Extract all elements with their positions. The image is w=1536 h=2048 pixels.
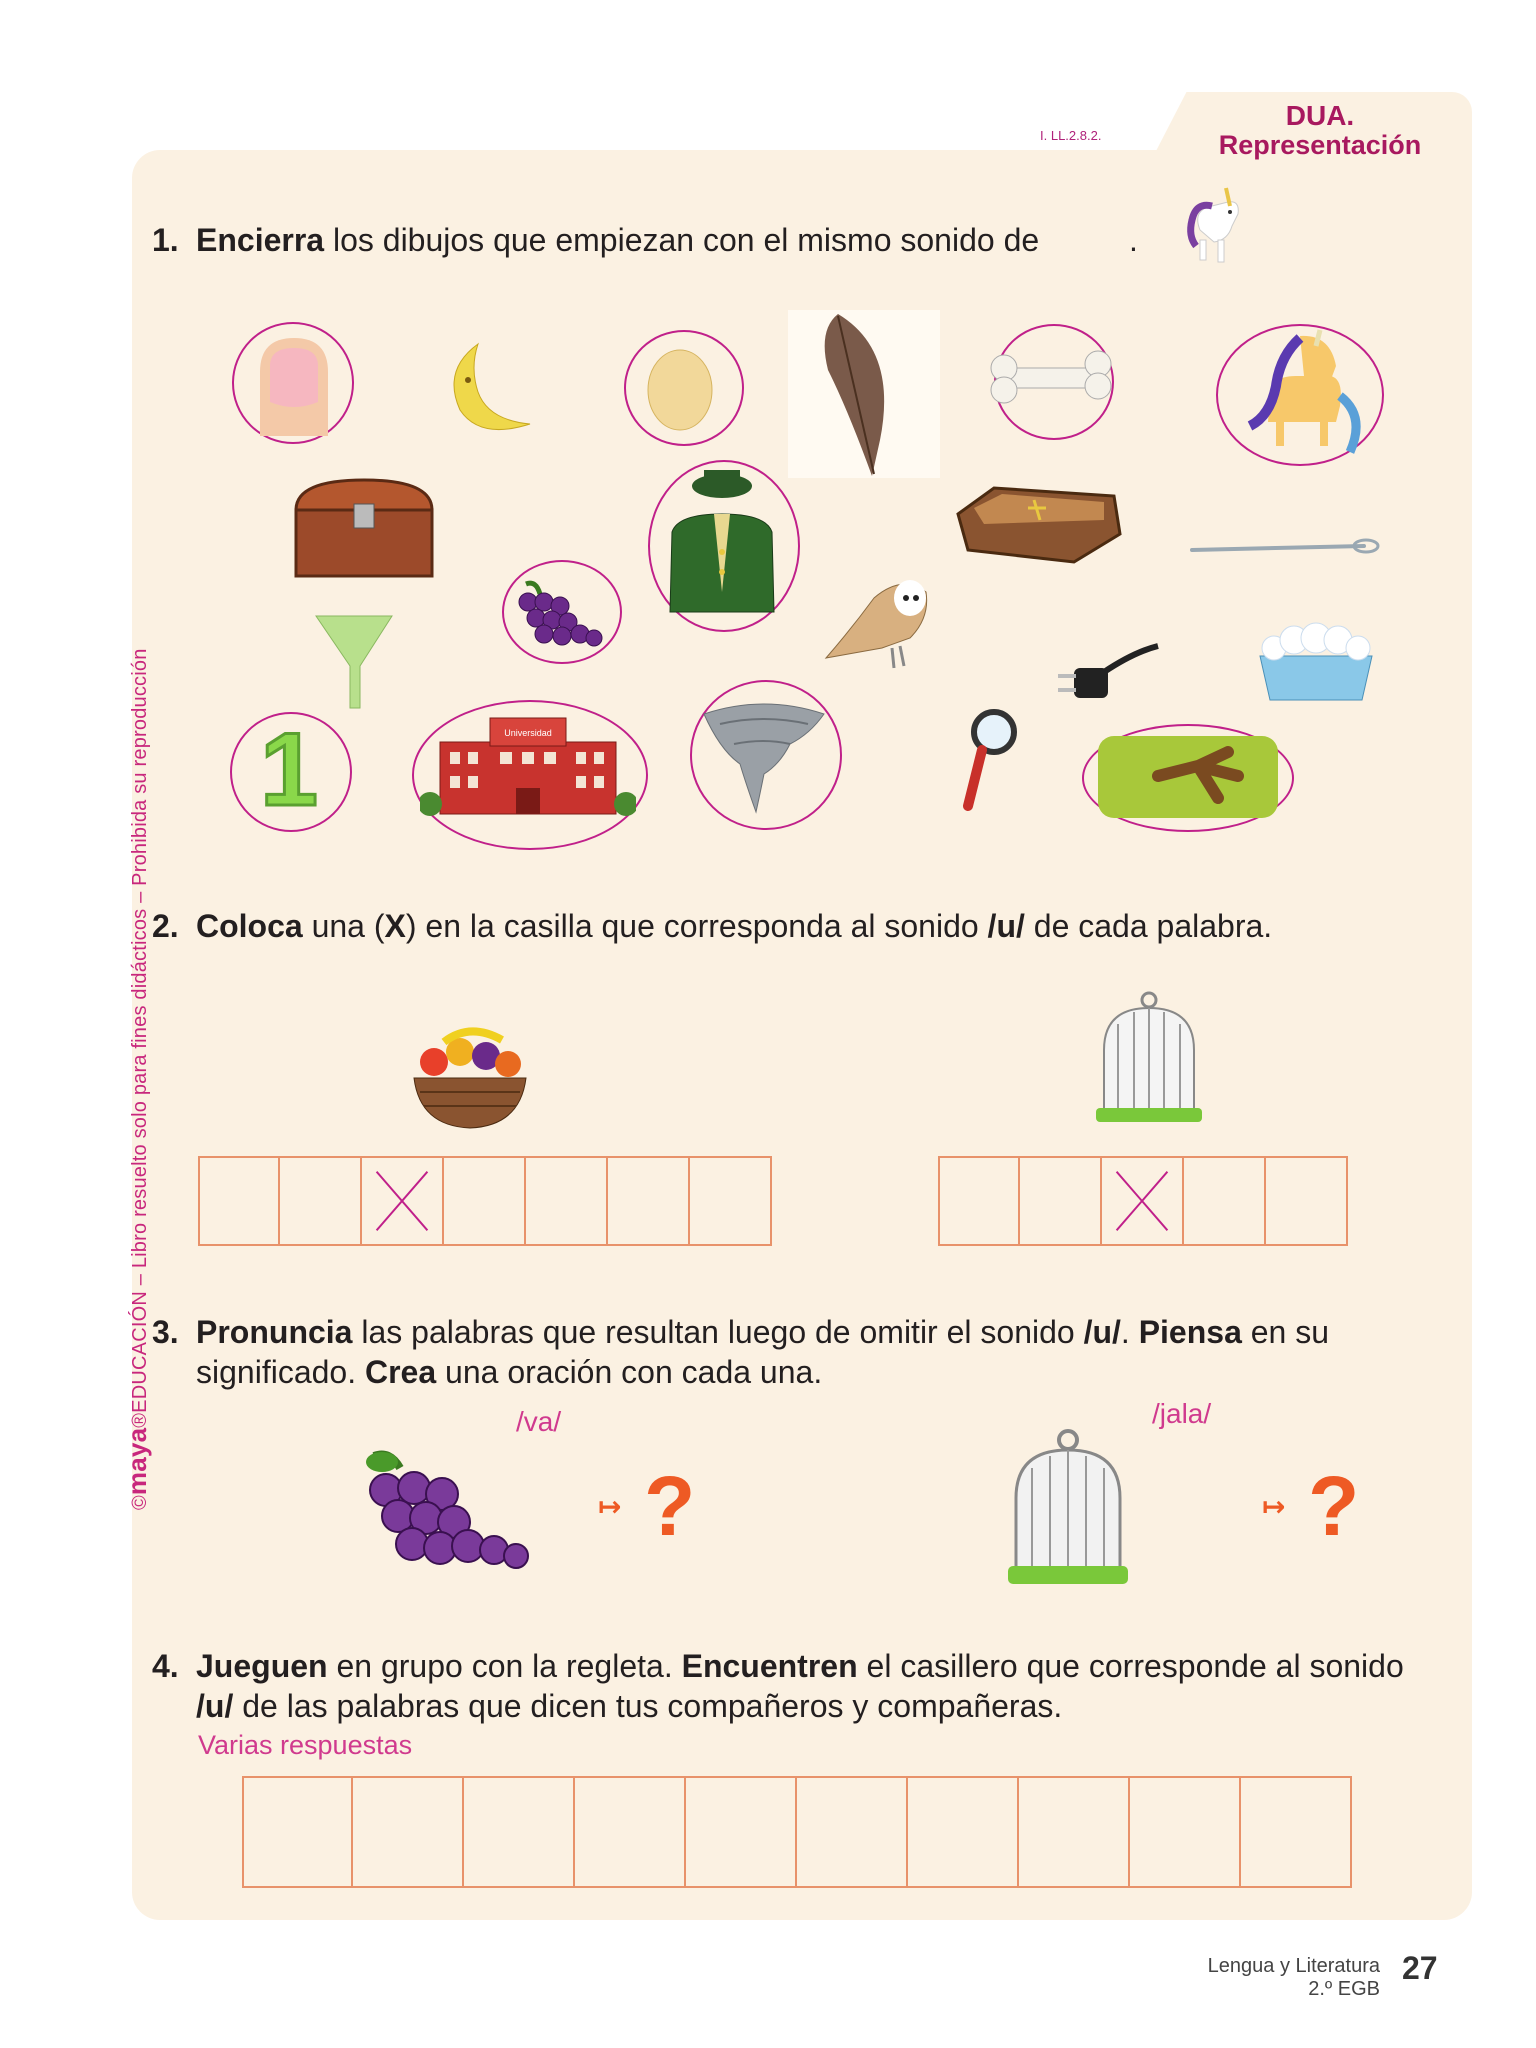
answer-box[interactable] [938, 1156, 1020, 1246]
question-1: 1. Encierra los dibujos que empiezan con el mismo sonido de . [152, 222, 1138, 258]
regleta-box[interactable] [1019, 1776, 1130, 1888]
grapes-small-icon [510, 580, 606, 650]
question-3: 3. Pronuncia las palabras que resultan luego de omitir el sonido /u/. Piensa en su significado. Crea una oración con cada una. [152, 1314, 1330, 1390]
answer-boxes-left [198, 1156, 772, 1246]
answer-box[interactable] [1020, 1156, 1102, 1246]
regleta-box[interactable] [464, 1776, 575, 1888]
footer-grade: 2.º EGB [1308, 1978, 1380, 2000]
owl-icon [822, 568, 934, 672]
tornado-icon [700, 694, 828, 814]
regleta-box[interactable] [575, 1776, 686, 1888]
answer-box[interactable] [1266, 1156, 1348, 1246]
regleta-box[interactable] [686, 1776, 797, 1888]
bone-icon [986, 346, 1116, 410]
foam-tub-icon [1254, 616, 1378, 704]
regleta-box[interactable] [797, 1776, 908, 1888]
regleta-box[interactable] [242, 1776, 353, 1888]
fingernail-icon [254, 332, 334, 436]
military-uniform-icon [664, 462, 780, 622]
footer-subject: Lengua y Literatura [1207, 1955, 1380, 1977]
regleta-box[interactable] [1130, 1776, 1241, 1888]
x-mark-icon [1102, 1158, 1182, 1244]
answer-boxes-right [938, 1156, 1348, 1246]
answer-box[interactable] [280, 1156, 362, 1246]
regleta-boxes [242, 1776, 1352, 1888]
answer-varias-respuestas: Varias respuestas [198, 1730, 413, 1760]
dinosaur-footprint-icon [1098, 736, 1278, 818]
treasure-chest-icon [290, 476, 438, 580]
regleta-box[interactable] [353, 1776, 464, 1888]
coffin-icon [954, 474, 1124, 566]
funnel-icon [312, 610, 396, 710]
copyright-side-text: ©maya®EDUCACIÓN – Libro resuelto solo para fines didácticos – Prohibida su reproducción [122, 648, 152, 1510]
university-building-icon [420, 708, 636, 818]
arrow-icon-left: ↦ [598, 1491, 622, 1522]
magnifying-glass-icon [960, 706, 1020, 812]
question-mark-right: ? [1308, 1459, 1360, 1553]
unicorn-small-icon [1182, 180, 1256, 276]
answer-box[interactable] [608, 1156, 690, 1246]
answer-box[interactable] [526, 1156, 608, 1246]
answer-box-marked[interactable] [362, 1156, 444, 1246]
needle-icon [1188, 536, 1384, 560]
answer-va: /va/ [516, 1406, 562, 1437]
number-one-icon: 1 [260, 712, 318, 828]
fruit-basket-icon [410, 1022, 530, 1136]
feather-icon [788, 310, 940, 478]
answer-box-marked[interactable] [1102, 1156, 1184, 1246]
question-2: 2. Coloca una (X) en la casilla que corresponda al sonido /u/ de cada palabra. [152, 908, 1273, 944]
question-mark-left: ? [644, 1459, 696, 1553]
answer-box[interactable] [198, 1156, 280, 1246]
answer-box[interactable] [1184, 1156, 1266, 1246]
answer-box[interactable] [444, 1156, 526, 1246]
answer-jala: /jala/ [1152, 1398, 1212, 1429]
university-sign-text: Universidad [504, 728, 552, 738]
x-mark-icon [362, 1158, 442, 1244]
unicorn-icon [1240, 326, 1370, 458]
regleta-box[interactable] [908, 1776, 1019, 1888]
answer-box[interactable] [690, 1156, 772, 1246]
question-4: 4. Jueguen en grupo con la regleta. Encuentren el casillero que corresponde al sonido /u/ de las palabras que dicen tus compañeros y compañeras. [152, 1648, 1404, 1724]
dua-title: DUA. [1285, 100, 1355, 131]
grapes-large-icon [356, 1450, 534, 1574]
page-number: 27 [1402, 1950, 1438, 1986]
dua-subtitle: Representación [1218, 130, 1422, 160]
moon-icon [438, 340, 534, 440]
electric-plug-icon [1054, 642, 1162, 712]
curriculum-code: I. LL.2.8.2. [1040, 128, 1102, 143]
regleta-box[interactable] [1241, 1776, 1352, 1888]
birdcage-large-icon [1006, 1428, 1130, 1592]
birdcage-small-icon [1094, 990, 1204, 1130]
egg-icon [640, 340, 720, 432]
arrow-icon-right: ↦ [1262, 1491, 1286, 1522]
